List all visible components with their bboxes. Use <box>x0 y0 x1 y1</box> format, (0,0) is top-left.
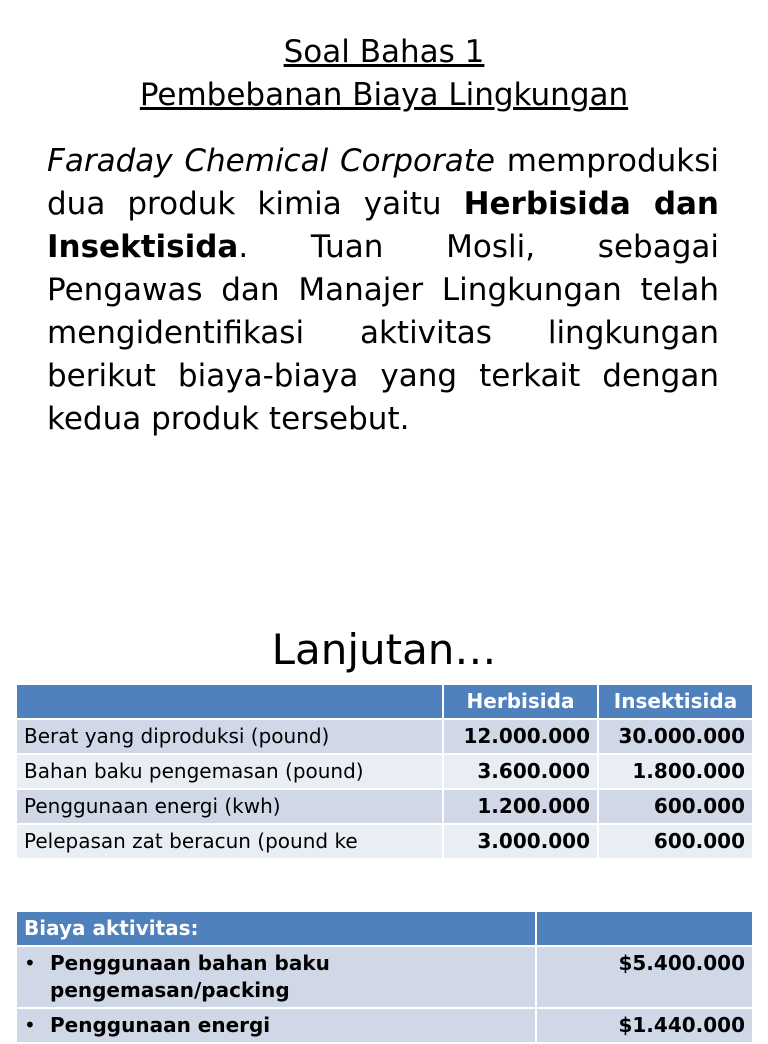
product-data-table <box>15 683 754 860</box>
herbisida-value: 1.200.000 <box>443 789 598 824</box>
description-text-2: . Tuan Mosli, sebagai Pengawas dan Manajer Lingkungan telah mengidentifikasi aktivitas lingkungan berikut biaya-biaya yang terkait dengan kedua produk tersebut. <box>47 229 719 437</box>
header-insektisida: Insektisida <box>598 684 753 719</box>
insektisida-value: 30.000.000 <box>598 719 753 754</box>
row-label: Bahan baku pengemasan (pound) <box>16 754 443 789</box>
cost-item-row <box>16 1008 753 1043</box>
table-row <box>16 789 753 824</box>
row-label: Berat yang diproduksi (pound) <box>16 719 443 754</box>
cost-item-label: Penggunaan energi <box>50 1013 271 1037</box>
cost-header-label: Biaya aktivitas: <box>16 911 536 946</box>
table-header-row <box>16 684 753 719</box>
slide-2-title: Lanjutan… <box>271 625 497 674</box>
activity-cost-table <box>15 910 754 1044</box>
company-name: Faraday Chemical Corporate <box>47 143 495 179</box>
cost-item-label: Penggunaan bahan baku pengemasan/packing <box>50 951 330 1002</box>
herbisida-value: 12.000.000 <box>443 719 598 754</box>
cost-header-empty <box>536 911 753 946</box>
description-text-1: memproduksi dua produk kimia yaitu <box>47 143 719 222</box>
table-row <box>16 824 753 859</box>
bullet-icon: • <box>24 1013 36 1037</box>
slide-2 <box>0 512 768 1037</box>
herbisida-value: 3.000.000 <box>443 824 598 859</box>
header-herbisida: Herbisida <box>443 684 598 719</box>
herbisida-value: 3.600.000 <box>443 754 598 789</box>
cost-header-row <box>16 911 753 946</box>
bullet-icon: • <box>24 951 36 975</box>
cost-item-row <box>16 946 753 1008</box>
cost-item-value: $1.440.000 <box>536 1008 753 1043</box>
insektisida-value: 600.000 <box>598 789 753 824</box>
table-row <box>16 719 753 754</box>
insektisida-value: 1.800.000 <box>598 754 753 789</box>
problem-description <box>47 140 719 441</box>
insektisida-value: 600.000 <box>598 824 753 859</box>
header-label-cell <box>16 684 443 719</box>
slide-title-line-2: Pembebanan Biaya Lingkungan <box>139 77 629 113</box>
cost-item-value: $5.400.000 <box>536 946 753 1008</box>
row-label: Pelepasan zat beracun (pound ke <box>16 824 443 859</box>
slide-title-line-1: Soal Bahas 1 <box>283 34 485 70</box>
cost-item-cell <box>16 1008 536 1043</box>
row-label: Penggunaan energi (kwh) <box>16 789 443 824</box>
slide-1 <box>0 0 768 512</box>
product-names: Herbisida dan Insektisida <box>47 186 719 265</box>
cost-item-cell <box>16 946 536 1008</box>
table-row <box>16 754 753 789</box>
